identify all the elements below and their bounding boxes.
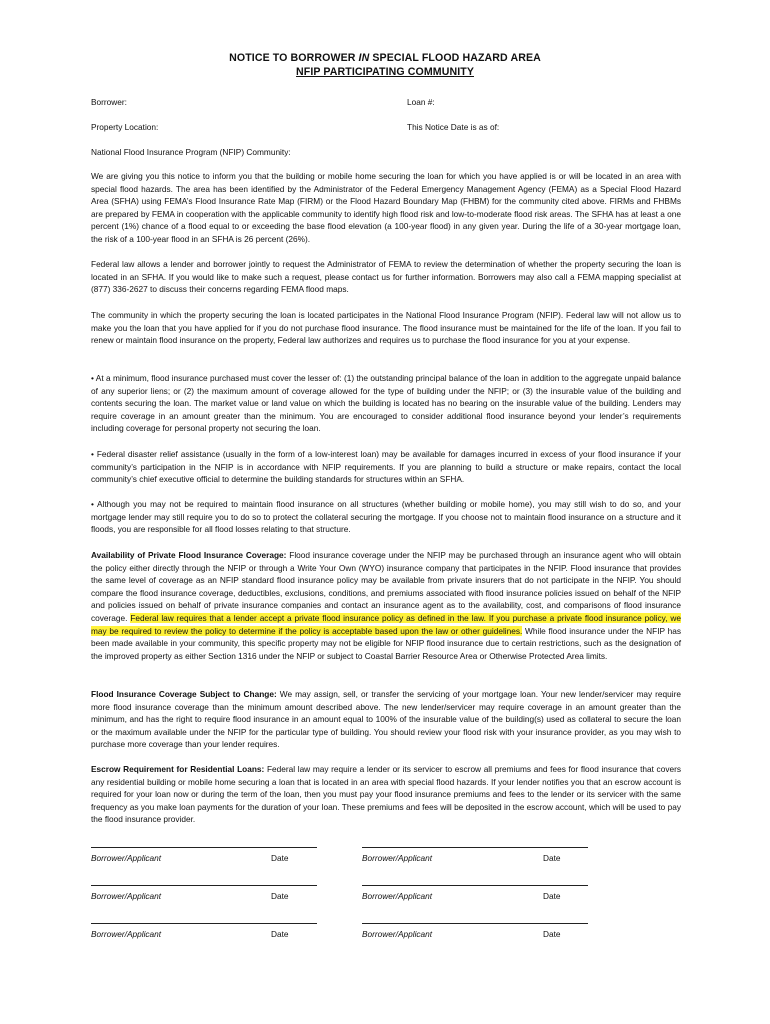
title-text-post: SPECIAL FLOOD HAZARD AREA bbox=[369, 52, 541, 64]
title-text-pre: NOTICE TO BORROWER bbox=[229, 52, 359, 64]
loan-number-label: Loan #: bbox=[407, 97, 435, 107]
private-insurance-heading: Availability of Private Flood Insurance Coverage: bbox=[91, 550, 287, 560]
date-label: Date bbox=[543, 891, 561, 901]
highlighted-text: Federal law requires that a lender accept a private flood insurance policy as defined in the law. If you purchase a private flood insurance policy, we may be required to review the policy to determine if the policy is acceptable based upon the law or other guidelines. bbox=[91, 612, 681, 636]
date-label: Date bbox=[271, 853, 289, 863]
borrower-applicant-label: Borrower/Applicant bbox=[362, 929, 433, 939]
paragraph-disaster-relief: • Federal disaster relief assistance (usually in the form of a low-interest loan) may be available for damages incurred in excess of your flood insurance if your community’s participation in the NFIP is in accordance with NFIP requirements. If you are planning to build a structure or make repairs, contact the local community’s chief executive official to determine the building standards for structures within an SFHA. bbox=[91, 449, 681, 485]
notice-date-label: This Notice Date is as of: bbox=[407, 122, 500, 132]
private-insurance-text-a: Flood insurance coverage under the NFIP may be purchased through an insurance agent who will obtain the policy either directly through the NFIP or through a Write Your Own (WYO) insurance company that participates in the NFIP. Flood insurance that provides the same level of coverage as an NFIP standard flood insurance policy may be available from private insurers that do not participate in the NFIP. You should compare the flood insurance coverage, deductibles, exclusions, conditions, and premiums associated with flood insurance policies issued on behalf of the NFIP and policies issued on behalf of private insurance companies and contact an insurance agent as to the availability, cost, and comparisons of flood insurance coverage. bbox=[91, 550, 681, 623]
borrower-applicant-label: Borrower/Applicant bbox=[362, 853, 433, 863]
private-insurance-text-b: While flood insurance under the NFIP has been made available in your community, this specific property may not be eligible for NFIP flood insurance due to certain restrictions, such as the designation of the improved property as either Section 1316 under the NFIP or subject to Coastal Barrier Resource Area or Otherwise Protected Area limits. bbox=[91, 625, 681, 661]
paragraph-private-flood-insurance bbox=[91, 549, 681, 662]
signature-line[interactable] bbox=[91, 923, 317, 924]
paragraph-sfha-notice: We are giving you this notice to inform you that the building or mobile home securing the loan for which you have applied is or will be located in an area with special flood hazards. The area has been identified by the Administrator of the Federal Emergency Management Agency (FEMA) as a Special Flood Hazard Area (SFHA) using FEMA’s Flood Insurance Rate Map (FIRM) or the Flood Hazard Boundary Map (FHBM) for the community cited above. FIRMs and FHBMs are prepared by FEMA in cooperation with the applicable community to identify high flood risk and low-to-moderate flood risk areas. The SFHA has at least a one percent (1%) chance of a flood equal to or exceeding the base flood elevation (a 100-year flood) in any given year. During the life of a 30-year mortgage loan, the risk of a 100-year flood in an SFHA is 26 percent (26%). bbox=[91, 171, 681, 244]
borrower-applicant-label: Borrower/Applicant bbox=[91, 891, 162, 901]
paragraph-escrow-requirement bbox=[91, 763, 681, 826]
signature-line[interactable] bbox=[91, 847, 317, 848]
borrower-applicant-label: Borrower/Applicant bbox=[91, 853, 162, 863]
paragraph-coverage-change bbox=[91, 688, 681, 751]
escrow-heading: Escrow Requirement for Residential Loans: bbox=[91, 764, 265, 774]
paragraph-community-participation: The community in which the property securing the loan is located participates in the National Flood Insurance Program (NFIP). Federal law will not allow us to make you the loan that you have applied for if you do not purchase flood insurance. The flood insurance must be maintained for the life of the loan. If you fail to renew or maintain flood insurance on the property, Federal law authorizes and requires us to purchase the flood insurance for you at your expense. bbox=[91, 310, 681, 346]
paragraph-optional-coverage: • Although you may not be required to maintain flood insurance on all structures (whether building or mobile home), you may still wish to do so, and your mortgage lender may still require you to do so to protect the collateral securing the mortgage. If you choose not to maintain flood insurance on a structure and it floods, you are responsible for all flood losses relating to that structure. bbox=[91, 499, 681, 535]
property-location-label: Property Location: bbox=[91, 122, 159, 132]
borrower-applicant-label: Borrower/Applicant bbox=[362, 891, 433, 901]
nfip-community-label: National Flood Insurance Program (NFIP) Community: bbox=[91, 147, 291, 157]
date-label: Date bbox=[271, 891, 289, 901]
date-label: Date bbox=[543, 853, 561, 863]
borrower-applicant-label: Borrower/Applicant bbox=[91, 929, 162, 939]
paragraph-review-request: Federal law allows a lender and borrower jointly to request the Administrator of FEMA to review the determination of whether the property securing the loan is located in an SFHA. If you would like to make such a request, please contact us for further information. Borrowers may also call a FEMA mapping specialist at (877) 336-2627 to discuss their concerns regarding FEMA flood maps. bbox=[91, 259, 681, 295]
signature-line[interactable] bbox=[362, 923, 588, 924]
borrower-label: Borrower: bbox=[91, 97, 127, 107]
signature-line[interactable] bbox=[362, 885, 588, 886]
date-label: Date bbox=[271, 929, 289, 939]
signature-line[interactable] bbox=[91, 885, 317, 886]
signature-line[interactable] bbox=[362, 847, 588, 848]
paragraph-minimum-coverage: • At a minimum, flood insurance purchased must cover the lesser of: (1) the outstanding principal balance of the loan in addition to the aggregate unpaid balance of any superior liens; or (2) the maximum amount of coverage allowed for the type of building under the NFIP; or (3) the insurable value of the building and contents securing the loan. The market value or land value on which the building is located has no bearing on the insurable value of the building. Lenders may require coverage in an amount greater than the minimum. You are encouraged to consider additional flood insurance beyond your lender’s requirements including coverage for personal property not securing the loan. bbox=[91, 373, 681, 434]
title-text-italic: IN bbox=[358, 52, 370, 64]
date-label: Date bbox=[543, 929, 561, 939]
escrow-text: Federal law may require a lender or its servicer to escrow all premiums and fees for flood insurance that covers any residential building or mobile home securing a loan that is located in an area with special flood hazards. If your lender notifies you that an escrow account is required for your loan now or during the term of the loan, then you must pay your flood insurance premiums and fees to the lender or its servicer with the same frequency as you make loan payments for the duration of your loan. These premiums and fees will be deposited in the escrow account, which will be used to pay the flood insurance provider. bbox=[91, 764, 681, 825]
page-subtitle: NFIP PARTICIPATING COMMUNITY bbox=[296, 66, 474, 78]
page-title bbox=[0, 52, 770, 65]
coverage-change-text: We may assign, sell, or transfer the servicing of your mortgage loan. Your new lender/servicer may require more flood insurance coverage than the minimum amount described above. The new lender/servicer may require coverage in an amount greater than the minimum, and has the right to require flood insurance in an amount equal to 100% of the insurable value of the building(s) used as collateral to secure the loan or the maximum available under the NFIP for the particular type of building. You should review your flood risk with your insurance provider, as you may wish to purchase more coverage than your lender requires. bbox=[91, 689, 681, 750]
coverage-change-heading: Flood Insurance Coverage Subject to Change: bbox=[91, 689, 277, 699]
